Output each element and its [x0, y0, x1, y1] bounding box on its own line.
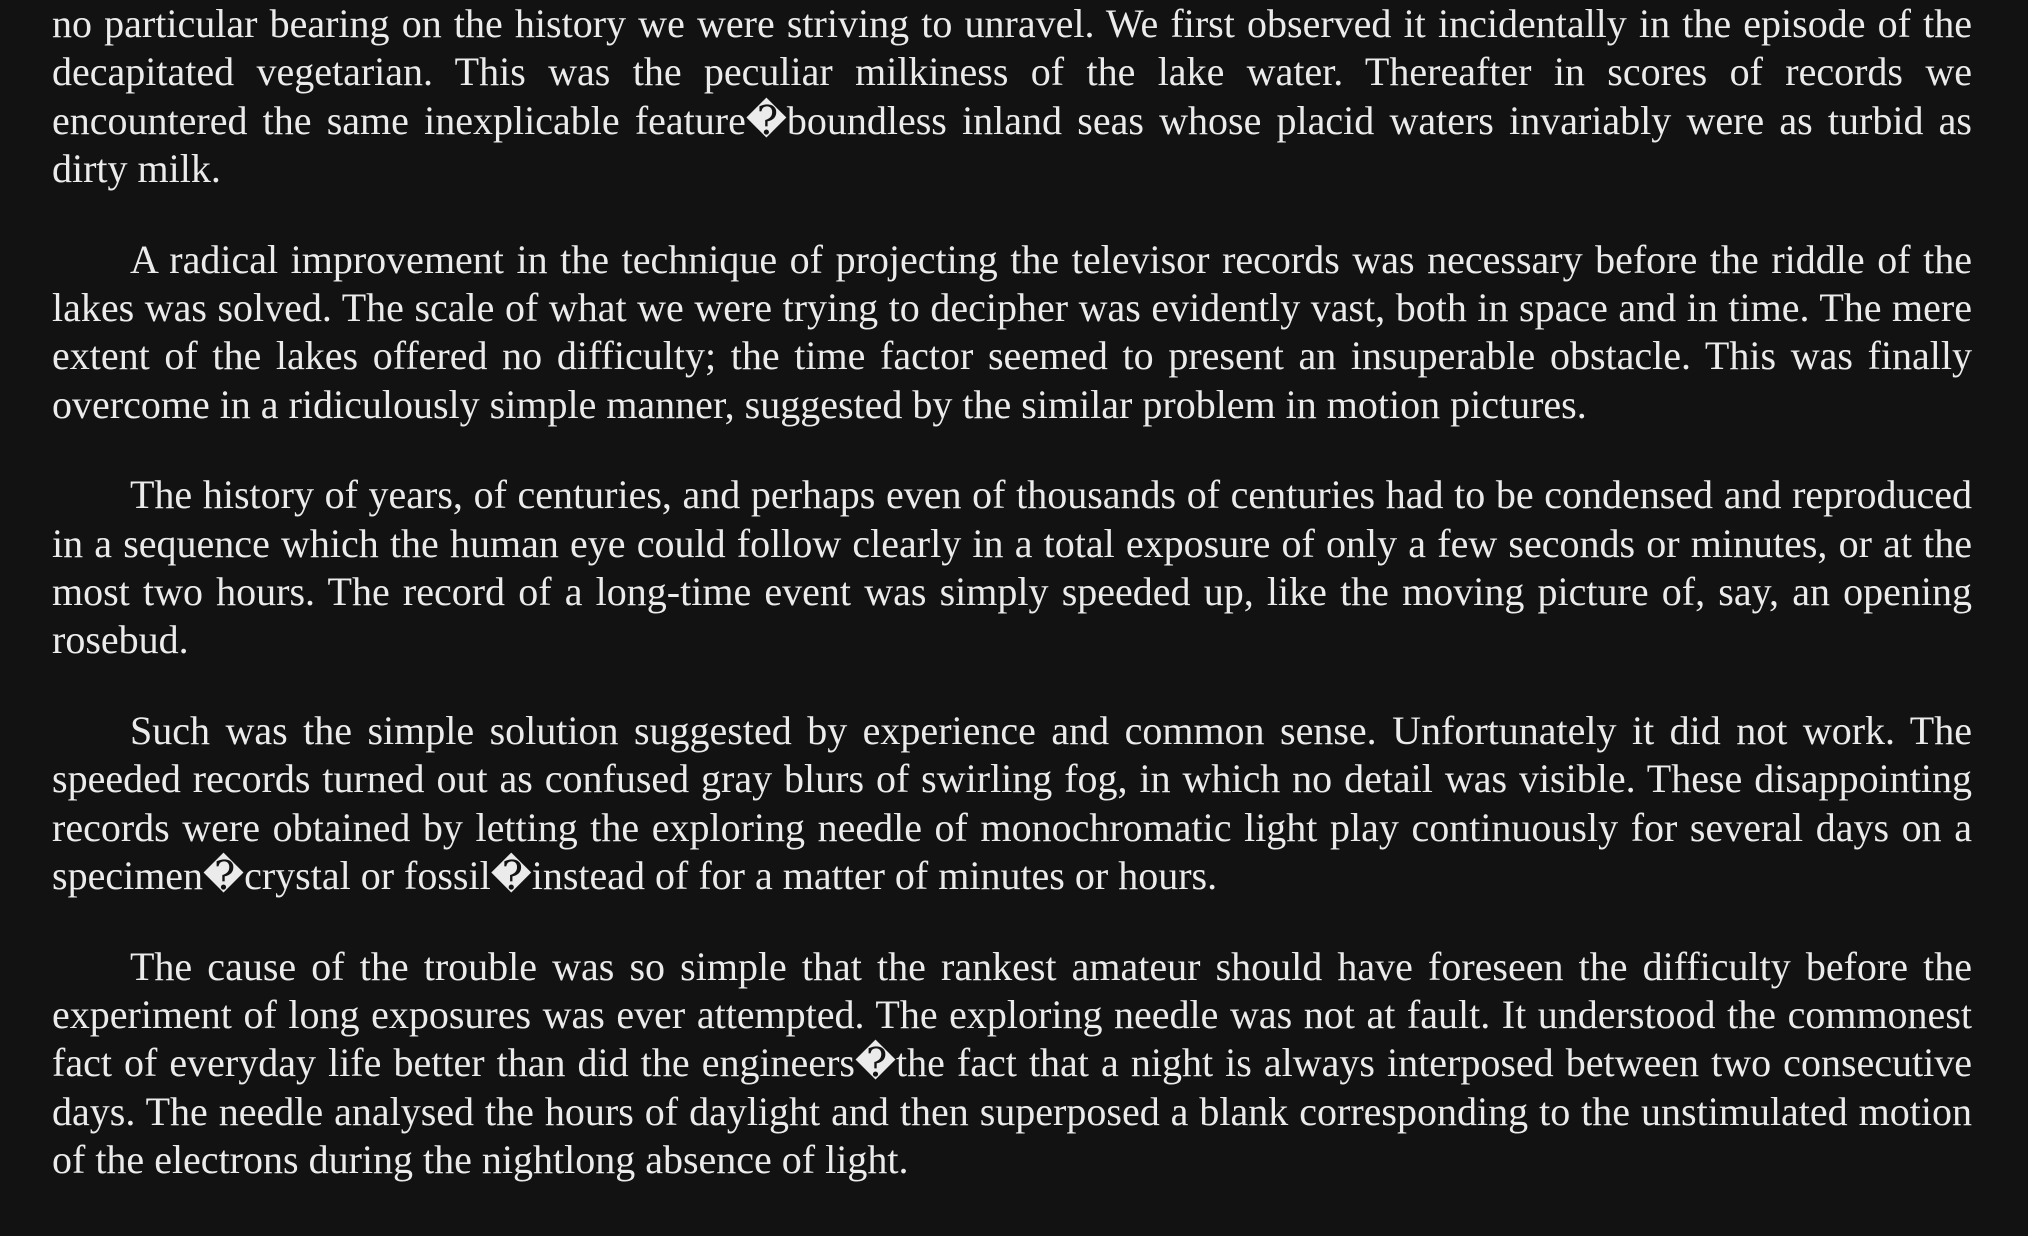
paragraph: The cause of the trouble was so simple that the rankest amateur should have foreseen the difficulty before the experiment of long exposures was ever attempted. The exploring needle was not at fault. It understood the commonest fact of everyday life better than did the engineers�the fact that a night is always interposed between two consecutive days. The needle analysed the hours of daylight and then superposed a blank corresponding to the unstimulated motion of the electrons during the nightlong absence of light. — [52, 943, 1972, 1183]
paragraph: The history of years, of centuries, and perhaps even of thousands of centuries had to be condensed and reproduced in a sequence which the human eye could follow clearly in a total exposure of only a few seconds or minutes, or at the most two hours. The record of a long-time event was simply speeded up, like the moving picture of, say, an opening rosebud. — [52, 472, 1972, 663]
paragraph: A radical improvement in the technique of projecting the televisor records was necessary before the riddle of the lakes was solved. The scale of what we were trying to decipher was evidently vast, both in space and in time. The mere extent of the lakes offered no difficulty; the time factor seemed to present an insuperable obstacle. This was finally overcome in a ridiculously simple manner, suggested by the similar problem in motion pictures. — [52, 236, 1972, 427]
paragraph: Such was the simple solution suggested by experience and common sense. Unfortunately it did not work. The speeded records turned out as confused gray blurs of swirling fog, in which no detail was visible. These disappointing records were obtained by letting the exploring needle of monochromatic light play continuously for several days on a specimen�crystal or fossil�instead of for a matter of minutes or hours. — [52, 707, 1972, 899]
paragraph: no particular bearing on the history we were striving to unravel. We first observed it incidentally in the episode of the decapitated vegetarian. This was the peculiar milkiness of the lake water. Thereafter in scores of records we encountered the same inexplicable feature�boundless inland seas whose placid waters invariably were as turbid as dirty milk. — [52, 1, 1972, 192]
reader-text-body — [52, 0, 1972, 1227]
